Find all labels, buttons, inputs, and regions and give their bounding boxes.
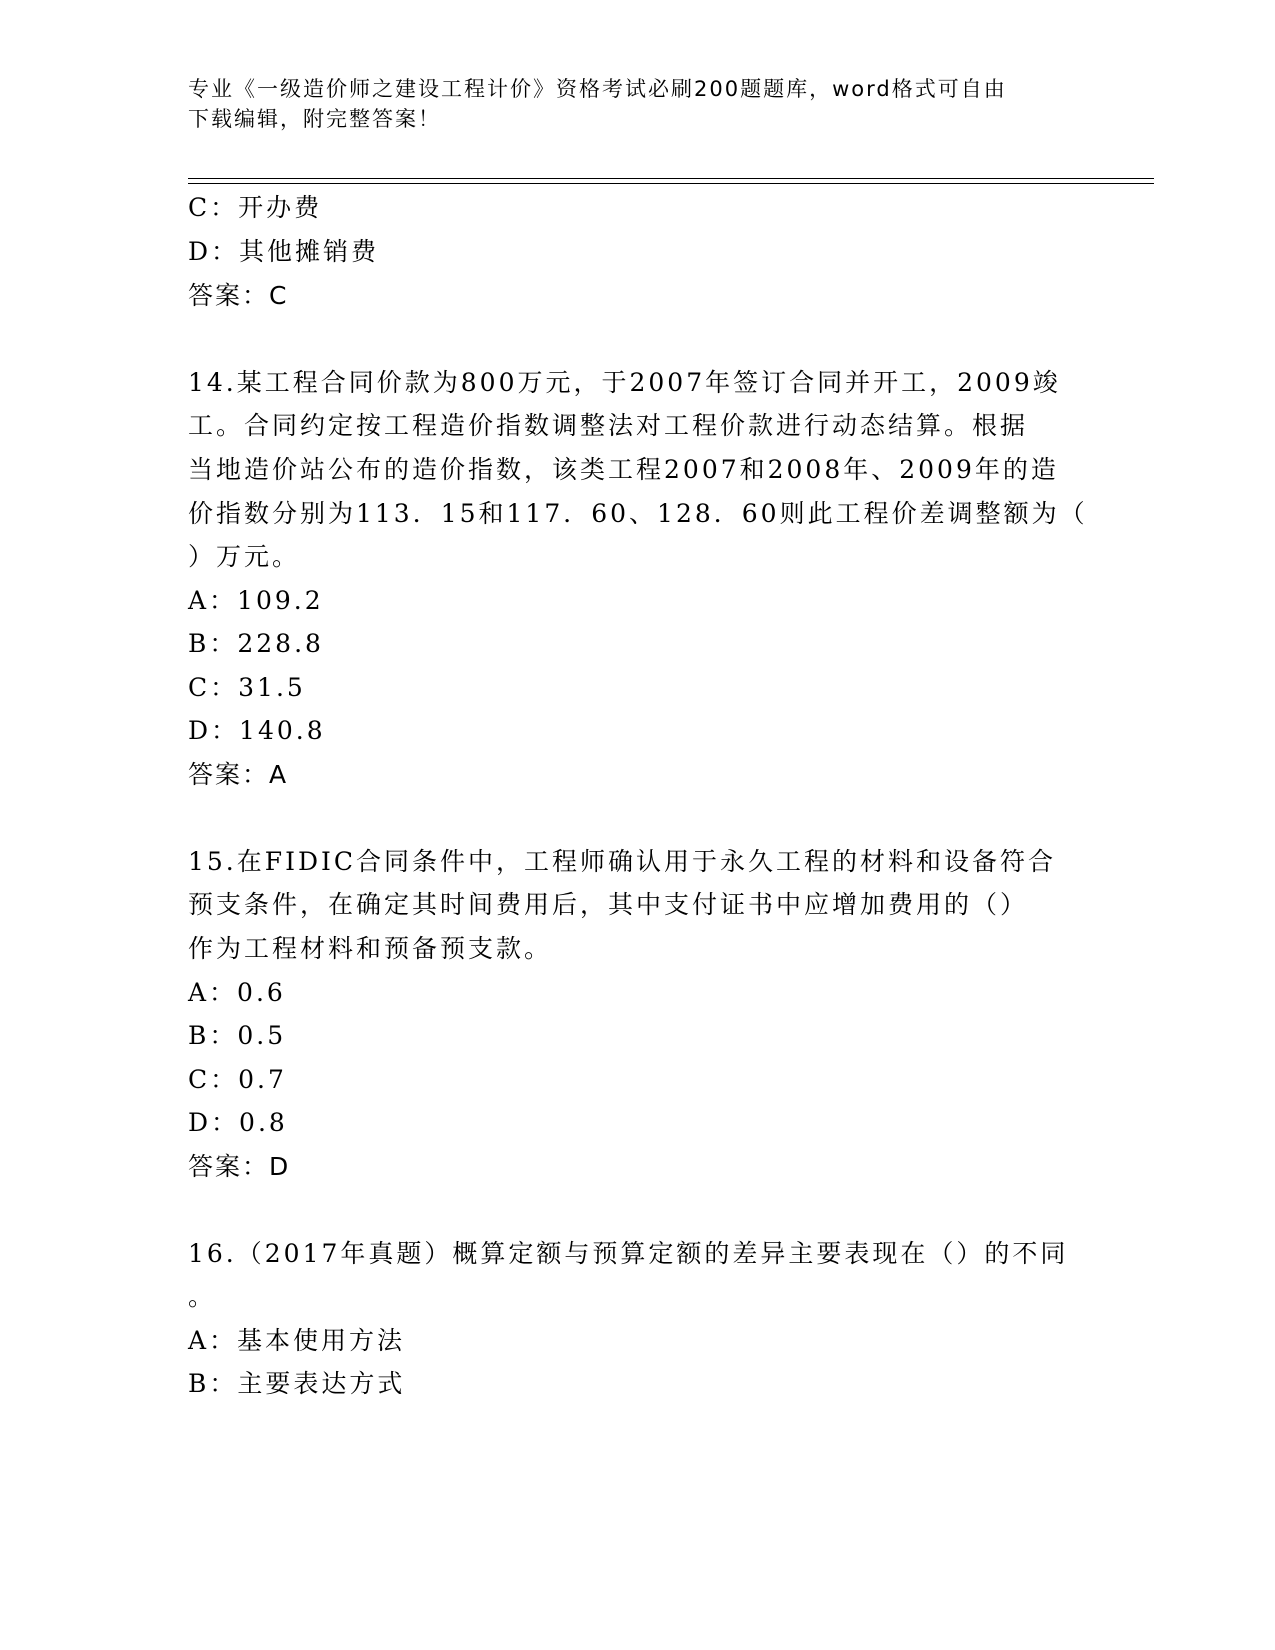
q14-option-d: D：140.8	[188, 716, 326, 745]
q14-answer: 答案：A	[188, 760, 289, 789]
q15-stem-line-3: 作为工程材料和预备预支款。	[188, 934, 553, 963]
q16-option-b: B：主要表达方式	[188, 1369, 406, 1398]
q13-option-c: C：开办费	[188, 193, 323, 222]
q15-stem-line-2: 预支条件，在确定其时间费用后，其中支付证书中应增加费用的（）	[188, 890, 1029, 919]
header-line-1: 专业《一级造价师之建设工程计价》资格考试必刷200题题库，word格式可自由	[188, 77, 1007, 101]
q14-stem-line-1: 14.某工程合同价款为800万元，于2007年签订合同并开工，2009竣	[188, 368, 1061, 397]
q16-stem-line-1: 16.（2017年真题）概算定额与预算定额的差异主要表现在（）的不同	[188, 1239, 1069, 1268]
document-header	[188, 74, 1088, 134]
header-line-2: 下载编辑，附完整答案！	[188, 107, 441, 131]
header-divider-top	[188, 178, 1154, 179]
q13-answer: 答案：C	[188, 281, 289, 310]
q15-answer: 答案：D	[188, 1152, 291, 1181]
q15-option-d: D：0.8	[188, 1108, 288, 1137]
q15-option-a: A：0.6	[188, 978, 286, 1007]
q15-option-c: C：0.7	[188, 1065, 287, 1094]
q16-option-a: A：基本使用方法	[188, 1326, 406, 1355]
q13-option-d: D：其他摊销费	[188, 237, 380, 266]
q15-option-b: B：0.5	[188, 1021, 287, 1050]
q14-option-a: A：109.2	[188, 586, 324, 615]
q15-stem-line-1: 15.在FIDIC合同条件中，工程师确认用于永久工程的材料和设备符合	[188, 847, 1057, 876]
header-divider-bottom	[188, 183, 1154, 184]
q14-stem-line-2: 工。合同约定按工程造价指数调整法对工程价款进行动态结算。根据	[188, 411, 1029, 440]
q14-option-b: B：228.8	[188, 629, 324, 658]
q14-stem-line-5: ）万元。	[188, 542, 301, 571]
q14-stem-line-4: 价指数分别为113．15和117．60、128．60则此工程价差调整额为（	[188, 499, 1088, 528]
q14-stem-line-3: 当地造价站公布的造价指数，该类工程2007和2008年、2009年的造	[188, 455, 1059, 484]
q16-stem-line-2: 。	[188, 1282, 217, 1311]
q14-option-c: C：31.5	[188, 673, 306, 702]
